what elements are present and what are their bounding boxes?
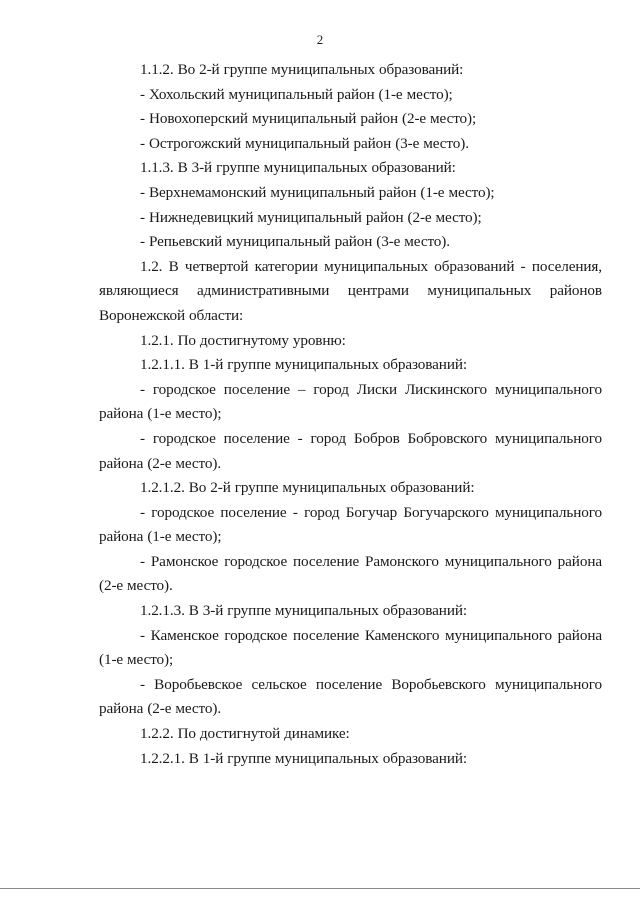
- paragraph: 1.1.3. В 3-й группе муниципальных образований:: [140, 159, 456, 177]
- paragraph: - Хохольский муниципальный район (1-е место);: [140, 85, 453, 103]
- paragraph: 1.2.1.2. Во 2-й группе муниципальных образований:: [140, 479, 475, 497]
- paragraph: - Верхнемамонский муниципальный район (1-е место);: [140, 183, 495, 201]
- paragraph: 1.1.2. Во 2-й группе муниципальных образований:: [140, 61, 464, 78]
- page-number: 2: [316, 32, 324, 47]
- paragraph: - Каменское городское поселение Каменского муниципального района (1-е место);: [99, 626, 602, 669]
- paragraph: 1.2.2.1. В 1-й группе муниципальных образований:: [140, 749, 467, 767]
- paragraph: 1.2.2. По достигнутой динамике:: [140, 725, 350, 743]
- paragraph: - Новохоперский муниципальный район (2-е место);: [140, 110, 477, 128]
- paragraph: 1.2.1.1. В 1-й группе муниципальных образований:: [140, 356, 467, 374]
- paragraph: - городское поселение – город Лиски Лискинского муниципального района (1-е место);: [99, 380, 602, 423]
- paragraph: - Острогожский муниципальный район (3-е место).: [140, 134, 469, 152]
- paragraph: - городское поселение - город Бобров Бобровского муниципального района (2-е место).: [99, 429, 602, 472]
- paragraph: - Нижнедевицкий муниципальный район (2-е место);: [140, 208, 482, 226]
- paragraph: - городское поселение - город Богучар Богучарского муниципального района (1-е место);: [99, 503, 602, 546]
- paragraph: 1.2.1.3. В 3-й группе муниципальных образований:: [140, 602, 467, 620]
- paragraph: - Репьевский муниципальный район (3-е место).: [140, 233, 450, 251]
- paragraph: - Рамонское городское поселение Рамонского муниципального района (2-е место).: [99, 552, 602, 595]
- paragraph: - Воробьевское сельское поселение Воробьевского муниципального района (2-е место).: [99, 675, 602, 718]
- paragraph: 1.2. В четвертой категории муниципальных образований - поселения, являющиеся административными центрами муниципальных районов Воронежской области:: [99, 257, 602, 324]
- document-body: [99, 58, 602, 771]
- bottom-edge-line: [0, 888, 640, 889]
- paragraph: 1.2.1. По достигнутому уровню:: [140, 331, 346, 349]
